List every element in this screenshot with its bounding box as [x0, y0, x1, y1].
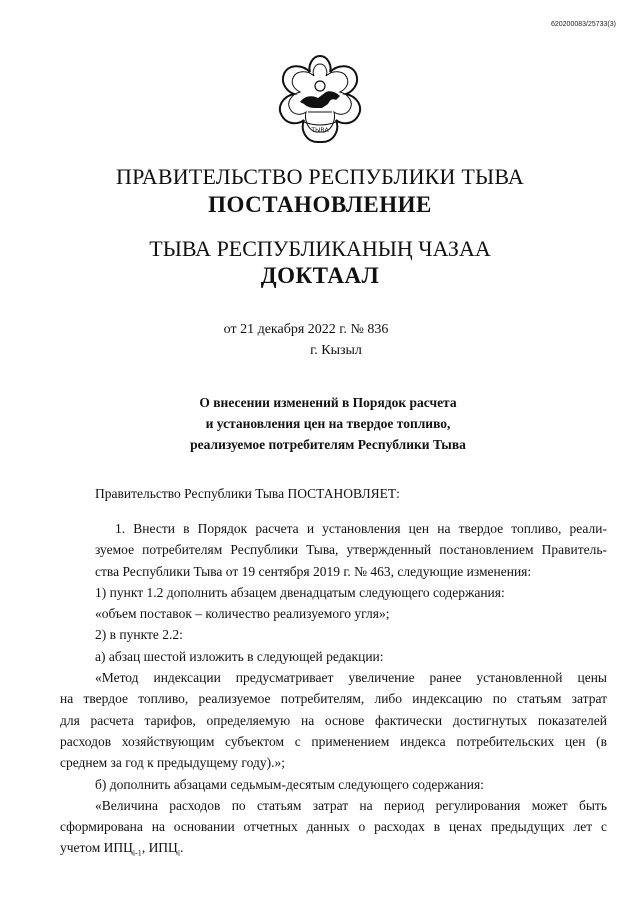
subject-line: О внесении изменений в Порядок расчета: [199, 395, 457, 410]
government-title: ПРАВИТЕЛЬСТВО РЕСПУБЛИКИ ТЫВА: [116, 164, 524, 189]
body-line: б) дополнить абзацами седьмым-десятым следующего содержания:: [95, 776, 484, 792]
government-title-tuvan: ТЫВА РЕСПУБЛИКАНЫҢ ЧАЗАА: [149, 236, 491, 261]
subject-line: реализуемое потребителям Республики Тыва: [190, 437, 466, 452]
body-line: ства Республики Тыва от 19 сентября 2019 г. № 463, следующие изменения:: [95, 563, 532, 579]
body-line: зуемое потребителям Республики Тыва, утвержденный постановлением Правитель-: [95, 542, 607, 558]
body-line: на твердое топливо, реализуемое потребителям, либо индексацию по статьям затрат: [60, 691, 607, 707]
body-line: 1) пункт 1.2 дополнить абзацем двенадцатым следующего содержания:: [95, 584, 505, 600]
body-line: среднем за год к предыдущему году).»;: [60, 755, 285, 771]
formula-text: , ИПЦ: [141, 840, 178, 856]
body-line: сформирована на основании отчетных данных о расходах в ценах предыдущих лет с: [60, 819, 607, 835]
document-id: 620200083/25733(3): [550, 21, 616, 28]
formula-subscript: i-1: [132, 849, 142, 859]
decree-date-number: от 21 декабря 2022 г. № 836: [223, 322, 389, 337]
subject-line: и установления цен на твердое топливо,: [205, 416, 451, 431]
body-line: 1. Внести в Порядок расчета и установления цен на твердое топливо, реали-: [115, 521, 607, 536]
decree-title: ПОСТАНОВЛЕНИЕ: [208, 192, 432, 217]
formula-subscript: i: [177, 849, 181, 859]
decree-body: [60, 518, 607, 864]
formula-text: учетом ИПЦ: [60, 840, 133, 856]
decree-subject: [8, 392, 640, 455]
emblem-inscription: ТЫВА: [311, 127, 329, 134]
body-line: «Величина расходов по статьям затрат на период регулирования может быть: [95, 797, 607, 813]
body-line: [60, 837, 607, 864]
body-line: для расчета тарифов, определяемую на основе фактически достигнутых показателей: [60, 712, 607, 728]
decree-title-tuvan: ДОКТААЛ: [260, 263, 380, 288]
decree-intro: Правительство Республики Тыва ПОСТАНОВЛЯЕТ:: [95, 486, 400, 501]
tuva-emblem-icon: [270, 52, 370, 147]
body-line: расходов хозяйствующим субъектом с применением индекса потребительских цен (в: [60, 733, 607, 749]
body-line: а) абзац шестой изложить в следующей редакции:: [95, 648, 384, 664]
body-line: «объем поставок – количество реализуемого угля»;: [95, 606, 390, 622]
formula-text: .: [180, 840, 184, 856]
body-line: 2) в пункте 2.2:: [95, 627, 183, 643]
body-line: «Метод индексации предусматривает увеличение ранее установленной цены: [95, 670, 607, 686]
decree-city: г. Кызыл: [310, 343, 362, 358]
